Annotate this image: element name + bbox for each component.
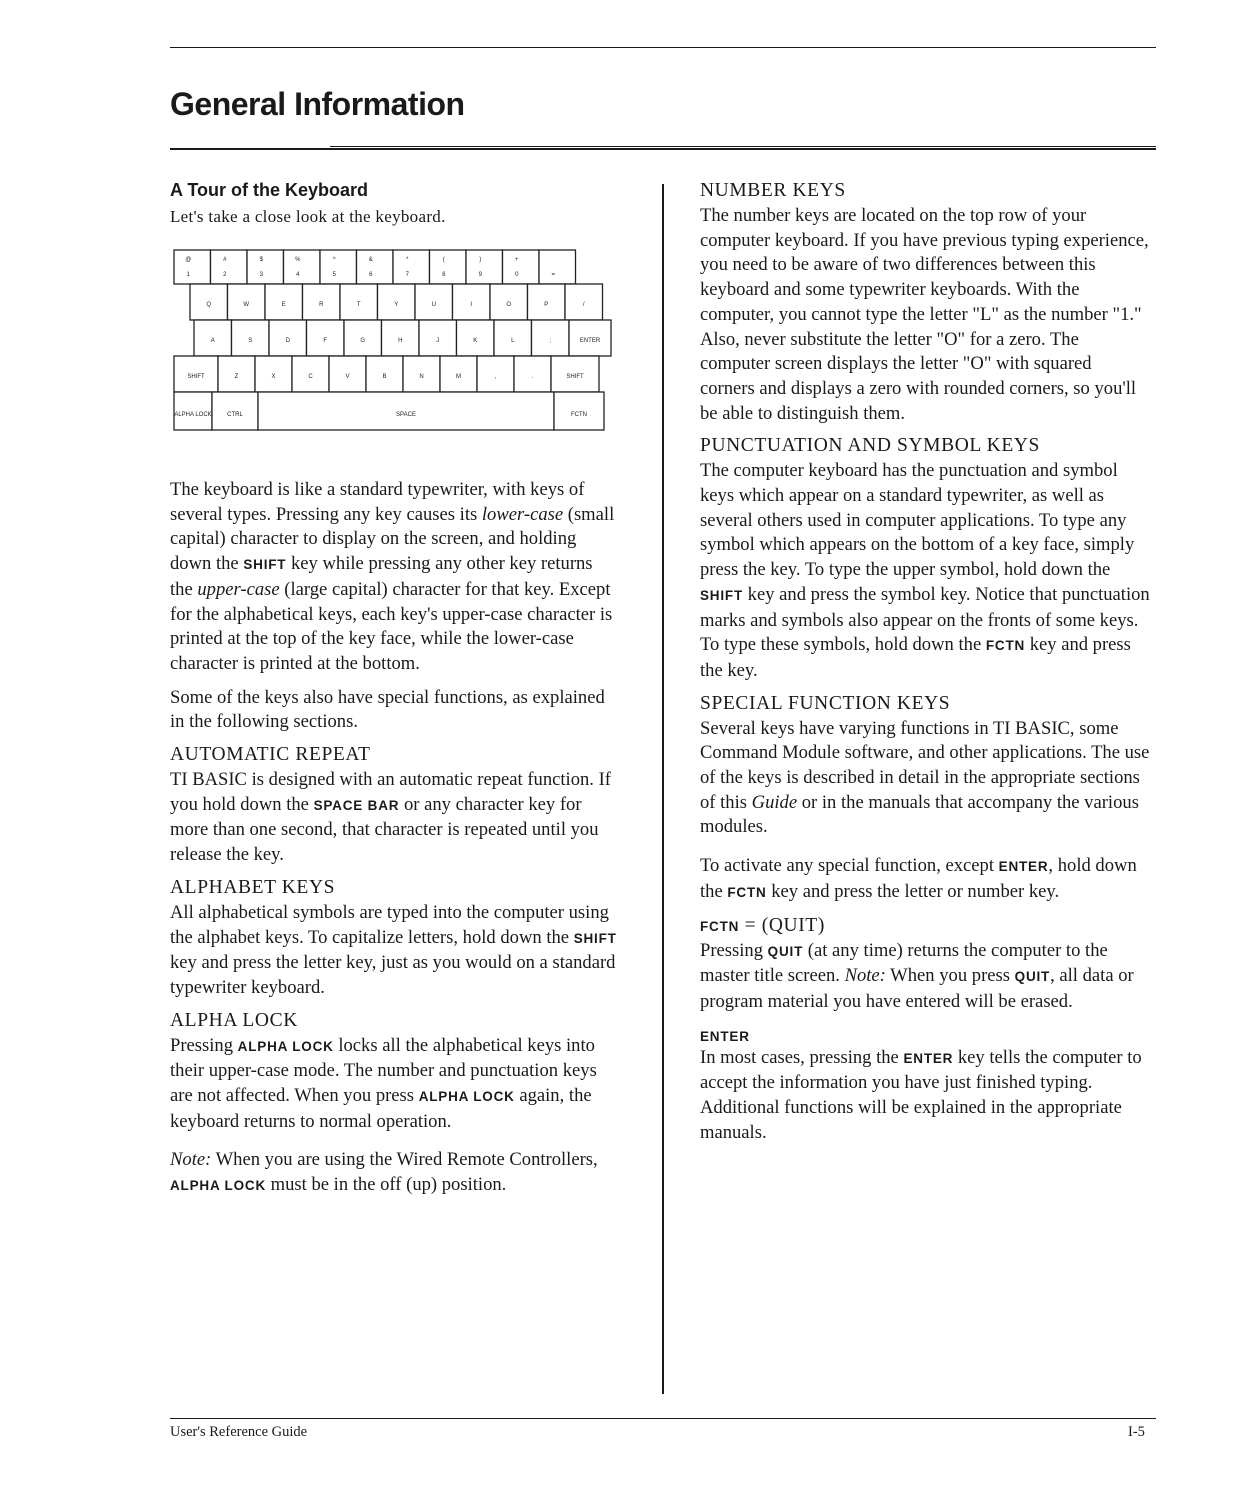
key-row1-8 (466, 250, 503, 284)
key-row1-top-4: ^ (332, 257, 336, 263)
heading-special-function-keys: SPECIAL FUNCTION KEYS (700, 692, 951, 714)
keyboard-svg (172, 246, 612, 436)
heading-automatic-repeat: AUTOMATIC REPEAT (170, 744, 371, 766)
footer-rule (170, 1418, 1156, 1419)
enter-key-label-2: ENTER (903, 1050, 954, 1066)
key-row2-label-4: T (356, 302, 361, 308)
key-row2-label-1: W (243, 302, 250, 308)
quit-key-label-2: QUIT (1014, 969, 1051, 985)
key-row3-label-2: D (285, 338, 290, 344)
key-row5-1 (212, 392, 258, 430)
footer-page-number: I-5 (1128, 1424, 1145, 1440)
key-row1-bottom-6: 7 (405, 272, 409, 278)
key-row1-6 (393, 250, 430, 284)
key-row5-0 (174, 392, 212, 430)
column-divider (662, 184, 664, 1394)
key-row4-label-10: SHIFT (566, 374, 584, 380)
key-row4-label-9: . (531, 374, 534, 380)
right-column (700, 180, 1150, 1155)
key-row1-top-3: % (295, 257, 301, 263)
heading-punctuation-keys: PUNCTUATION AND SYMBOL KEYS (700, 435, 1040, 457)
key-row3-label-0: A (210, 338, 215, 344)
key-row1-bottom-10: = (551, 272, 556, 278)
quit-key-label: QUIT (767, 943, 804, 959)
keyboard-diagram (172, 246, 612, 441)
right-paragraph-2: The computer keyboard has the punctuation and symbol keys which appear on a standard typewriter, as well as several others used in computer applications. To type any symbol which appears on the bottom of a key face, simply press the key. To type the upper symbol, hold down the SHIFT key and press the symbol key. Notice that punctuation marks and symbols also appear on the fronts of some keys. To type these symbols, hold down the FCTN key and press the key. (700, 460, 1150, 681)
key-row1-bottom-3: 4 (296, 272, 300, 278)
left-paragraph-2: Some of the keys also have special functions, as explained in the following sections. (170, 686, 605, 733)
key-row3-label-10: ENTER (579, 338, 601, 344)
intro-text: Let's take a close look at the keyboard. (170, 207, 446, 226)
shift-key-label-3: SHIFT (700, 587, 743, 603)
key-row3-label-4: G (360, 338, 366, 344)
key-row1-bottom-5: 6 (369, 272, 373, 278)
alpha-lock-key-label: ALPHA LOCK (237, 1038, 334, 1054)
key-row1-10 (539, 250, 576, 284)
key-row2-label-5: Y (394, 302, 399, 308)
key-row3-label-1: S (248, 338, 253, 344)
key-row5-3 (554, 392, 604, 430)
key-row3-label-7: K (473, 338, 478, 344)
key-row1-bottom-8: 9 (478, 272, 482, 278)
key-row2-label-2: E (281, 302, 286, 308)
top-rule (170, 47, 1156, 48)
title-rule-thin (330, 146, 1156, 147)
key-row1-bottom-4: 5 (332, 272, 336, 278)
shift-key-label-2: SHIFT (573, 930, 617, 946)
key-row1-0 (174, 250, 211, 284)
key-row1-bottom-0: 1 (186, 272, 190, 278)
key-row1-2 (247, 250, 284, 284)
right-paragraph-5: Pressing QUIT (at any time) returns the computer to the master title screen. Note: When you press QUIT, all data or program material you have entered will be erased. (700, 939, 1134, 1012)
key-row1-3 (284, 250, 321, 284)
section-title: A Tour of the Keyboard (170, 180, 368, 200)
key-row1-bottom-7: 8 (442, 272, 446, 278)
key-row1-top-8: ) (479, 257, 482, 263)
space-bar-key-label: SPACE BAR (313, 797, 400, 813)
key-row1-top-6: * (406, 257, 409, 263)
heading-alphabet-keys: ALPHABET KEYS (170, 876, 336, 898)
key-row3-label-6: J (436, 338, 440, 344)
page-title: General Information (170, 86, 465, 122)
right-paragraph-6: In most cases, pressing the ENTER key tells the computer to accept the information you have just finished typing. Additional functions will be explained in the appropriate manuals. (700, 1046, 1142, 1143)
key-row1-9 (503, 250, 540, 284)
key-row5-label-0: ALPHA LOCK (174, 412, 212, 418)
shift-key-label: SHIFT (243, 557, 287, 573)
key-row1-7 (430, 250, 467, 284)
alpha-lock-key-label-3: ALPHA LOCK (170, 1178, 266, 1194)
enter-key-label: ENTER (998, 859, 1049, 875)
fctn-key-label-2: FCTN (727, 884, 767, 900)
key-row3-label-8: L (511, 338, 515, 344)
left-paragraph-4: All alphabetical symbols are typed into the computer using the alphabet keys. To capitalize letters, hold down the SHIFT key and press the letter key, just as you would on a standard typewriter keyboard. (170, 901, 617, 998)
heading-number-keys: NUMBER KEYS (700, 180, 846, 201)
key-row1-1 (211, 250, 248, 284)
key-row4-label-5: B (382, 374, 387, 380)
key-row5-label-3: FCTN (571, 412, 587, 418)
key-row1-bottom-1: 2 (223, 272, 227, 278)
fctn-key-label: FCTN (985, 638, 1026, 654)
key-row4-label-2: X (271, 374, 276, 380)
key-row1-top-2: $ (259, 257, 263, 263)
key-row4-label-4: V (345, 374, 350, 380)
key-row1-bottom-9: 0 (515, 272, 519, 278)
alpha-lock-key-label-2: ALPHA LOCK (418, 1089, 515, 1105)
key-row5-label-1: CTRL (227, 412, 243, 418)
key-row2-label-7: I (470, 302, 473, 308)
key-row2-label-8: O (506, 302, 512, 308)
key-row4-label-1: Z (234, 374, 239, 380)
left-column (170, 180, 618, 230)
key-row3-label-5: H (398, 338, 403, 344)
key-row2-label-6: U (431, 302, 436, 308)
right-paragraph-3: Several keys have varying functions in TI BASIC, some Command Module software, and other applications. The use of the keys is described in detail in the appropriate sections of this Guide or in the manuals that accompany the various modules. (700, 717, 1150, 838)
key-row4-label-6: N (419, 374, 424, 380)
key-row2-label-0: Q (206, 302, 212, 308)
key-row4-label-8: , (494, 374, 497, 380)
right-paragraph-1: The number keys are located on the top row of your computer keyboard. If you have previous typing experience, you need to be aware of two differences between this keyboard and some typewriter keyboards. With the computer, you cannot type the letter "L" as the number "1." Also, never substitute the letter "O" for a zero. The computer screen displays the letter "O" with squared corners and displays a zero with rounded corners, so you'll be able to distinguish them. (700, 205, 1149, 424)
key-row2-label-3: R (319, 302, 324, 308)
key-row5-label-2: SPACE (396, 412, 416, 418)
key-row1-top-0: @ (185, 257, 192, 263)
left-paragraph-6: Note: When you are using the Wired Remote Controllers, ALPHA LOCK must be in the off (up) position. (170, 1149, 598, 1196)
right-paragraph-4: To activate any special function, except ENTER, hold down the FCTN key and press the letter or number key. (700, 855, 1137, 902)
key-row4-label-3: C (308, 374, 313, 380)
key-row1-top-1: # (223, 257, 227, 263)
left-paragraph-3: TI BASIC is designed with an automatic repeat function. If you hold down the SPACE BAR or any character key for more than one second, that character is repeated until you release the key. (170, 769, 611, 866)
key-row3-label-9: ; (549, 338, 552, 344)
key-row3-label-3: F (323, 338, 328, 344)
left-paragraph-5: Pressing ALPHA LOCK locks all the alphabetical keys into their upper-case mode. The number and punctuation keys are not affected. When you press ALPHA LOCK again, the keyboard returns to normal operation. (170, 1034, 597, 1132)
left-body (170, 478, 618, 1208)
key-row1-top-9: + (514, 257, 519, 263)
key-row4-label-0: SHIFT (187, 374, 205, 380)
key-row1-4 (320, 250, 357, 284)
title-rule (170, 148, 1156, 150)
key-row2-label-9: P (544, 302, 549, 308)
heading-fctn-quit: FCTN = (QUIT) (700, 914, 825, 936)
key-row2-label-10: / (582, 302, 585, 308)
left-paragraph-1: The keyboard is like a standard typewriter, with keys of several types. Pressing any key causes its lower-case (small capital) character to display on the screen, and holding down the SHIFT key while pressing any other key returns the upper-case (large capital) character for that key. Except for the alphabetical keys, each key's upper-case character is printed at the top of the key face, while the lower-case character is printed at the bottom. (170, 479, 615, 674)
key-row1-5 (357, 250, 394, 284)
heading-alpha-lock: ALPHA LOCK (170, 1009, 298, 1031)
key-row4-label-7: M (456, 374, 461, 380)
key-row1-top-5: & (368, 257, 373, 263)
key-row1-bottom-2: 3 (259, 272, 263, 278)
footer-guide-title: User's Reference Guide (170, 1424, 308, 1440)
heading-enter: ENTER (700, 1028, 750, 1044)
key-row1-top-7: ( (442, 257, 445, 263)
key-row5-2 (258, 392, 554, 430)
